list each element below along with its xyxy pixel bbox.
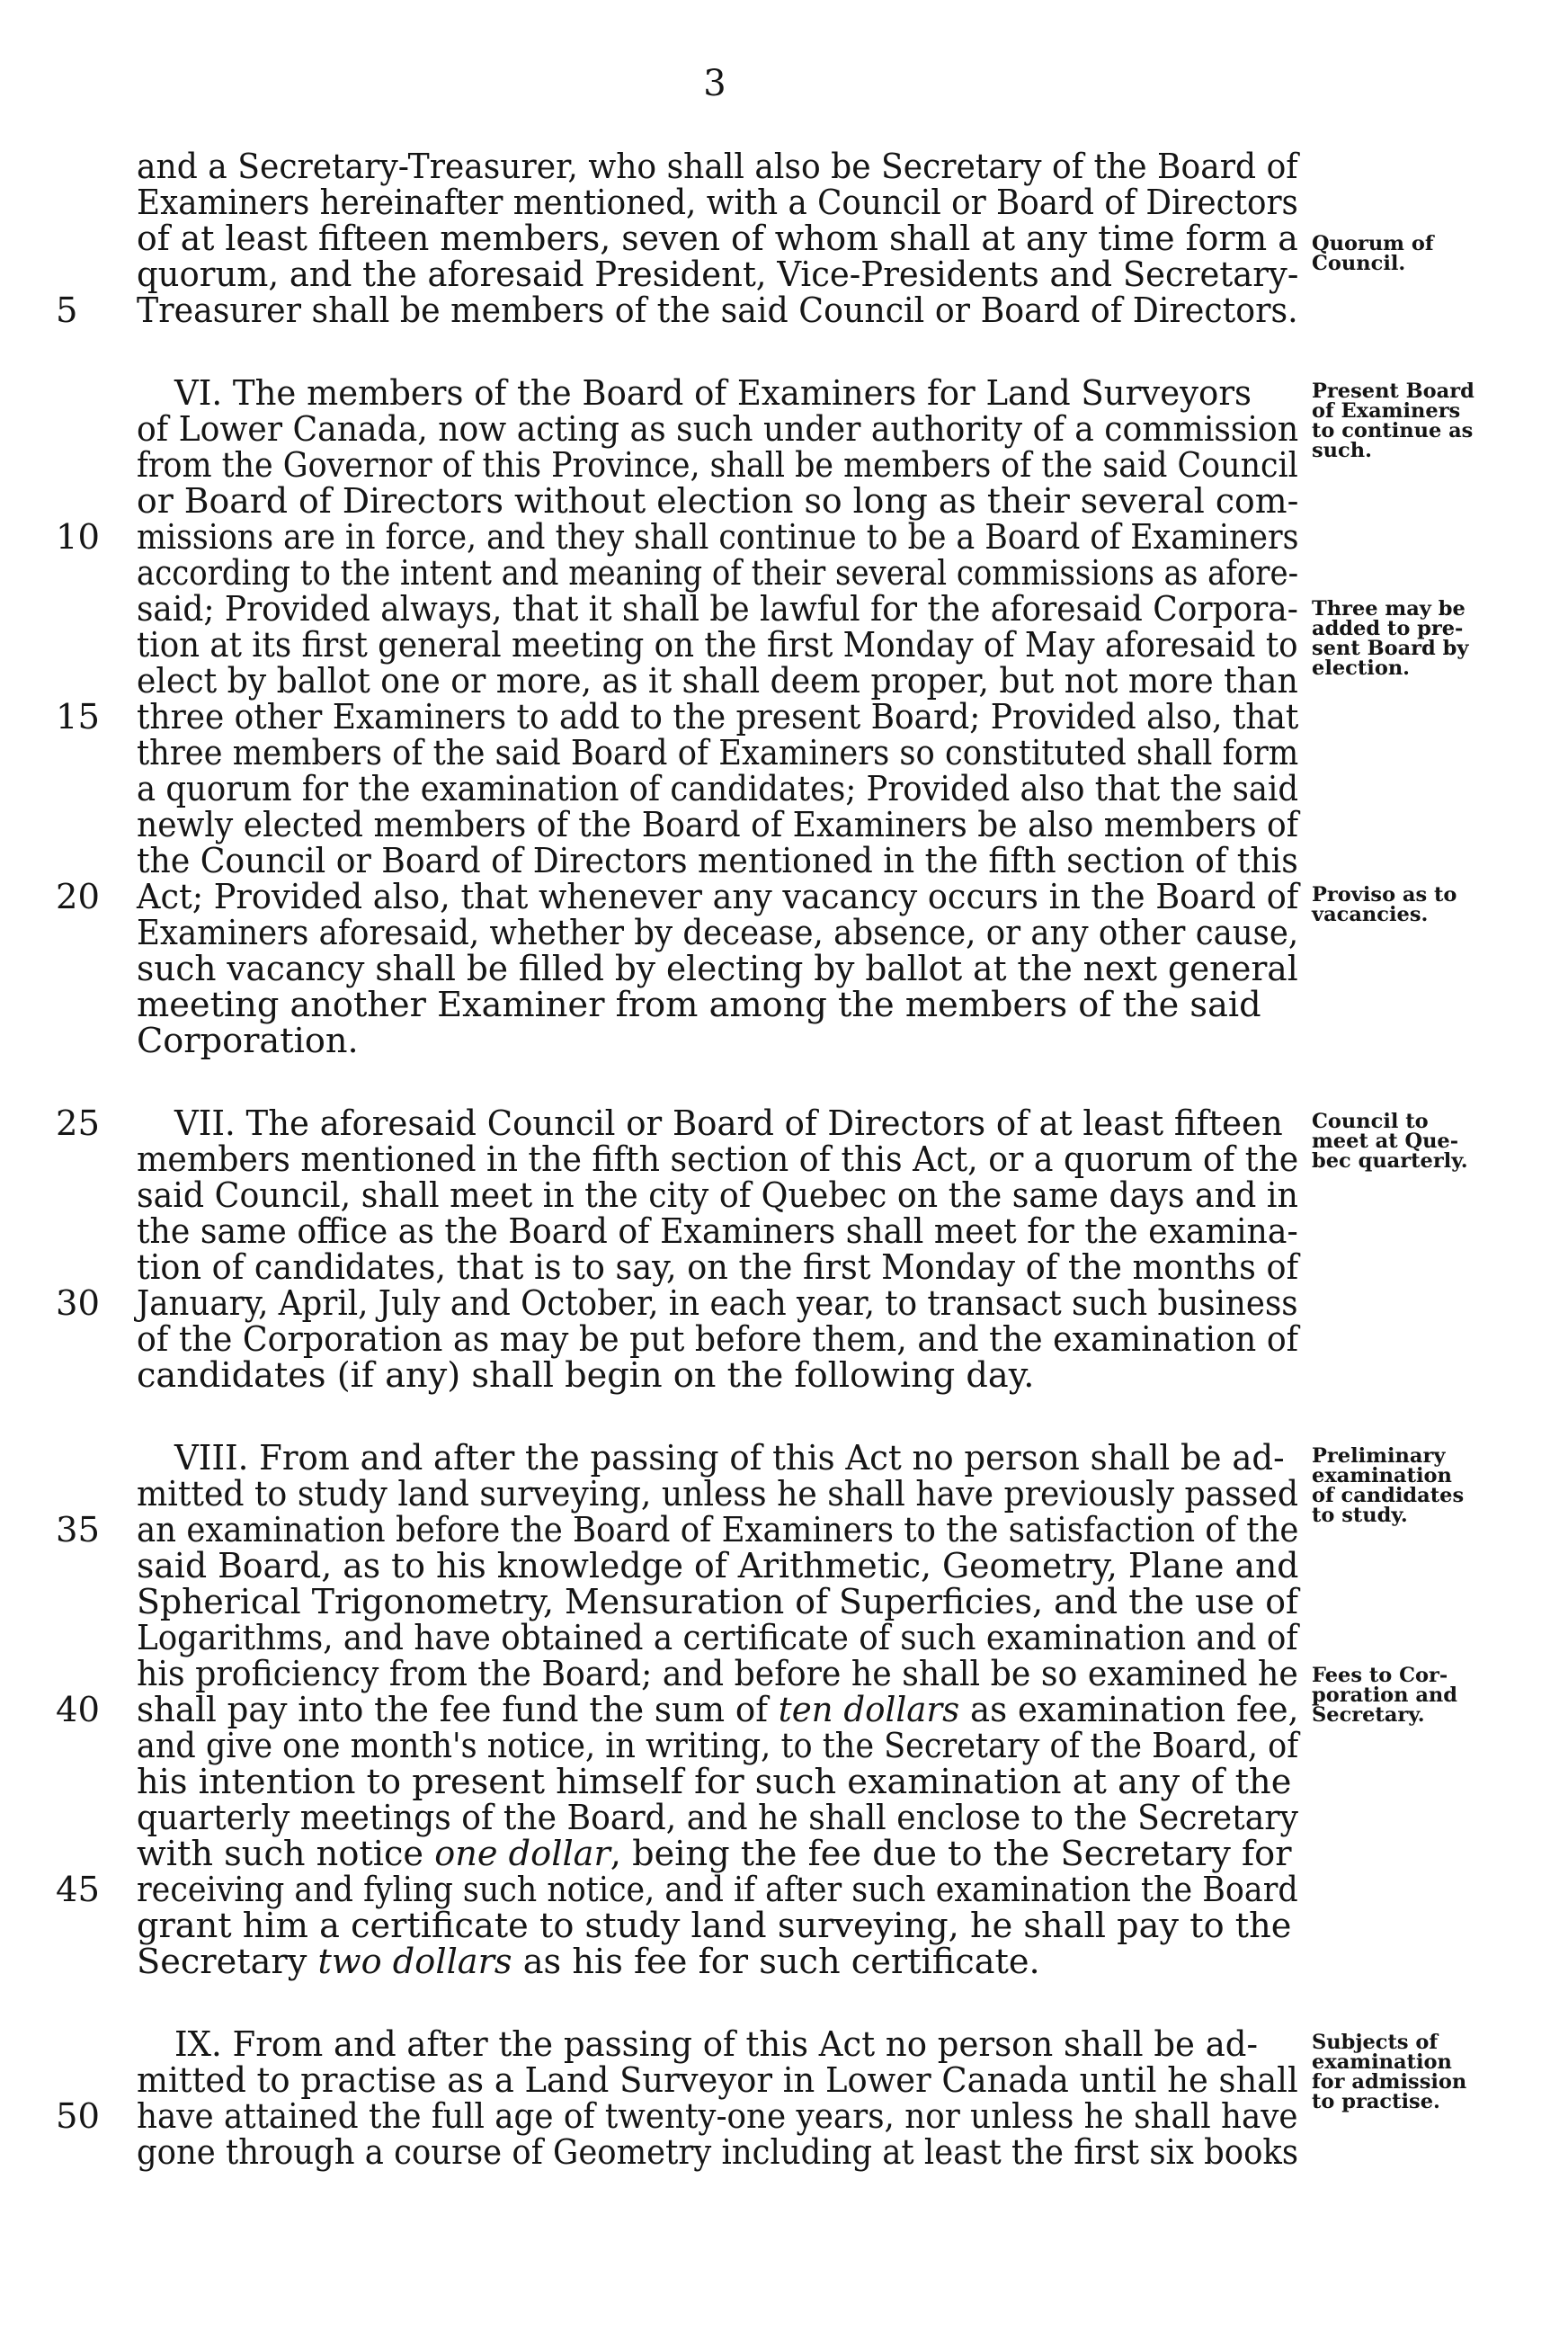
text-line: grant him a certificate to study land surveying, he shall pay to the (137, 1906, 1292, 1946)
text-line: gone through a course of Geometry including at least the first six books (137, 2132, 1299, 2173)
margin-note-line: Quorum of (1312, 232, 1434, 255)
margin-note-line: for admission (1312, 2070, 1467, 2094)
margin-note (1312, 381, 1555, 460)
text-line: three other Examiners to add to the present Board; Provided also, that (137, 697, 1299, 737)
text-line: or Board of Directors without election so long as their several com- (137, 481, 1299, 522)
text-line: said; Provided always, that it shall be lawful for the aforesaid Corpora- (137, 589, 1298, 630)
line-number: 20 (56, 877, 100, 917)
margin-note-line: of Examiners (1312, 399, 1461, 423)
page-number: 3 (703, 63, 726, 104)
margin-note-line: to practise. (1312, 2090, 1440, 2113)
line-number: 40 (56, 1690, 100, 1730)
text-line: of the Corporation as may be put before them, and the examination of (137, 1319, 1299, 1360)
line-number: 10 (56, 517, 100, 558)
text-line: meeting another Examiner from among the members of the said (137, 985, 1261, 1025)
margin-note-line: of candidates (1312, 1484, 1465, 1507)
text-line: VI. The members of the Board of Examiners for Land Surveyors (174, 373, 1252, 414)
margin-note-line: Proviso as to (1312, 883, 1457, 907)
margin-note-line: election. (1312, 656, 1411, 680)
line-number: 25 (56, 1103, 100, 1144)
text-line: tion of candidates, that is to say, on the first Monday of the months of (137, 1247, 1299, 1288)
margin-note-line: meet at Que- (1312, 1130, 1459, 1153)
margin-note-line: Council to (1312, 1110, 1429, 1133)
margin-note-line: examination (1312, 1464, 1452, 1487)
italic-amount: ten dollars (778, 1690, 960, 1730)
italic-amount: one dollar (434, 1834, 610, 1874)
margin-note-line: Fees to Cor- (1312, 1664, 1448, 1687)
line-number: 35 (56, 1510, 100, 1550)
text-line: missions are in force, and they shall continue to be a Board of Examiners (137, 517, 1299, 558)
text-line: members mentioned in the fifth section of this Act, or a quorum of the (137, 1139, 1299, 1180)
text-line: Secretary two dollars as his fee for such certificate. (137, 1942, 1040, 1982)
margin-note-line: Secretary. (1312, 1703, 1425, 1727)
text-line: candidates (if any) shall begin on the following day. (137, 1355, 1035, 1396)
text-line: the Council or Board of Directors mentioned in the fifth section of this (137, 841, 1298, 881)
text-line: VII. The aforesaid Council or Board of Directors of at least fifteen (174, 1103, 1283, 1144)
text-line: mitted to study land surveying, unless he shall have previously passed (137, 1474, 1298, 1514)
margin-note (1312, 1112, 1555, 1171)
text-line: mitted to practise as a Land Surveyor in Lower Canada until he shall (137, 2060, 1298, 2101)
margin-note (1312, 2032, 1555, 2112)
text-line: VIII. From and after the passing of this Act no person shall be ad- (174, 1438, 1285, 1478)
text-line: said Council, shall meet in the city of Quebec on the same days and in (137, 1175, 1298, 1216)
text-line: according to the intent and meaning of their several commissions as afore- (137, 553, 1299, 594)
text-line: IX. From and after the passing of this Act no person shall be ad- (174, 2024, 1258, 2065)
text-line: January, April, July and October, in each year, to transact such business (137, 1283, 1298, 1324)
text-line: Logarithms, and have obtained a certificate of such examination and of (137, 1618, 1298, 1658)
margin-note-line: vacancies. (1312, 903, 1429, 926)
line-number: 5 (56, 290, 78, 331)
margin-note-line: sent Board by (1312, 637, 1469, 660)
margin-note-line: such. (1312, 439, 1372, 462)
text-line: tion at its first general meeting on the first Monday of May aforesaid to (137, 625, 1298, 665)
text-line: quarterly meetings of the Board, and he shall enclose to the Secretary (137, 1798, 1298, 1838)
margin-note-line: to continue as (1312, 419, 1474, 442)
text-line: and a Secretary-Treasurer, who shall also be Secretary of the Board of (137, 147, 1298, 187)
text-line: receiving and fyling such notice, and if after such examination the Board (137, 1870, 1298, 1910)
italic-amount: two dollars (317, 1942, 512, 1982)
text-line: three members of the said Board of Examiners so constituted shall form (137, 733, 1299, 773)
margin-note-line: bec quarterly. (1312, 1149, 1468, 1173)
text-line: of Lower Canada, now acting as such under authority of a commission (137, 409, 1299, 450)
text-line: an examination before the Board of Examiners to the satisfaction of the (137, 1510, 1299, 1550)
text-line: newly elected members of the Board of Examiners be also members of (137, 805, 1299, 845)
text-line: quorum, and the aforesaid President, Vice-Presidents and Secretary- (137, 255, 1299, 295)
text-line: have attained the full age of twenty-one years, nor unless he shall have (137, 2096, 1298, 2137)
margin-note (1312, 885, 1555, 924)
line-number: 45 (56, 1870, 100, 1910)
margin-note-line: poration and (1312, 1684, 1457, 1707)
margin-note (1312, 1666, 1555, 1725)
text-line: Spherical Trigonometry, Mensuration of Superficies, and the use of (137, 1582, 1298, 1622)
text-line: shall pay into the fee fund the sum of ten dollars as examination fee, (137, 1690, 1299, 1730)
text-line: a quorum for the examination of candidates; Provided also that the said (137, 769, 1299, 809)
margin-note-line: Subjects of (1312, 2031, 1439, 2054)
text-line: from the Governor of this Province, shall be members of the said Council (137, 445, 1298, 486)
text-line: Treasurer shall be members of the said Council or Board of Directors. (137, 290, 1298, 331)
text-line: the same office as the Board of Examiners shall meet for the examina- (137, 1211, 1298, 1252)
text-line: such vacancy shall be filled by electing by ballot at the next general (137, 949, 1298, 989)
line-number: 50 (56, 2096, 100, 2137)
text-line: his proficiency from the Board; and before he shall be so examined he (137, 1654, 1298, 1694)
margin-note-line: Preliminary (1312, 1444, 1446, 1468)
text-line: and give one month's notice, in writing, to the Secretary of the Board, of (137, 1726, 1299, 1766)
margin-note (1312, 234, 1555, 273)
margin-note (1312, 1446, 1555, 1525)
line-number: 30 (56, 1283, 100, 1324)
text-line: Examiners hereinafter mentioned, with a Council or Board of Directors (137, 183, 1298, 223)
text-line: said Board, as to his knowledge of Arithmetic, Geometry, Plane and (137, 1546, 1299, 1586)
text-line: Corporation. (137, 1021, 359, 1061)
margin-note-line: added to pre- (1312, 617, 1464, 640)
text-line: with such notice one dollar, being the fee due to the Secretary for (137, 1834, 1292, 1874)
text-line: Act; Provided also, that whenever any vacancy occurs in the Board of (137, 877, 1299, 917)
margin-note-line: Three may be (1312, 597, 1466, 621)
line-number: 15 (56, 697, 100, 737)
margin-note (1312, 599, 1555, 678)
margin-note-line: examination (1312, 2050, 1452, 2074)
margin-note-line: Council. (1312, 252, 1406, 275)
text-line: Examiners aforesaid, whether by decease, absence, or any other cause, (137, 913, 1299, 953)
margin-note-line: Present Board (1312, 380, 1474, 403)
text-line: his intention to present himself for such examination at any of the (137, 1762, 1292, 1802)
margin-note-line: to study. (1312, 1504, 1408, 1527)
text-line: of at least fifteen members, seven of whom shall at any time form a (137, 219, 1298, 259)
text-line: elect by ballot one or more, as it shall deem proper, but not more than (137, 661, 1298, 701)
